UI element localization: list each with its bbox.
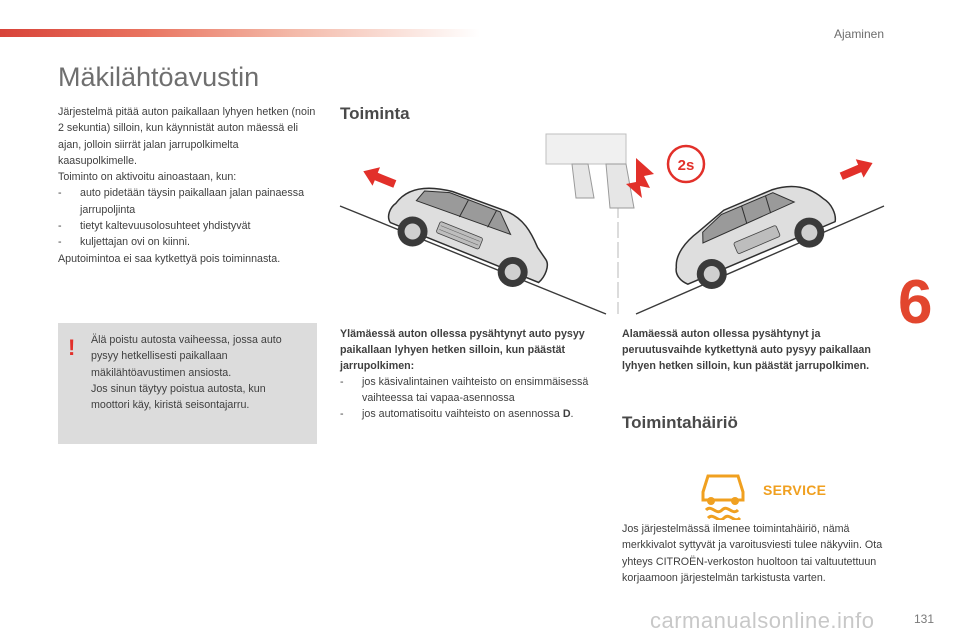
service-warning-label: SERVICE [763, 482, 827, 498]
hill-start-illustration [336, 128, 886, 318]
list-item: - jos käsivalintainen vaihteisto on ensimmäisessä vaihteessa tai vapaa-asennossa [340, 376, 589, 404]
stability-warning-icon [698, 470, 748, 520]
list-item: - tietyt kaltevuusolosuhteet yhdistyvät [58, 220, 251, 233]
fault-description: Jos järjestelmässä ilmenee toimintahäiriö, nämä merkkivalot syttyvät ja varoitusviesti tulee näkyviin. Ota yhteys CITROËN-verkoston huoltoon tai valtuutettuun korjaamoon järjestelmän tarkistusta varten. [622, 523, 883, 584]
intro-paragraph: Järjestelmä pitää auton paikallaan lyhyen hetken (noin 2 sekuntia) silloin, kun käynnistät auton mäessä eli ajan, jolloin siirrät jalan jarrupolkimelta kaasupolkimelle. [58, 106, 316, 167]
list-item: - auto pidetään täysin paikallaan jalan painaessa jarrupoljinta [58, 187, 305, 216]
warning-line-1: Älä poistu autosta vaiheessa, jossa auto pysyy hetkellisesti paikallaan mäkilähtöavustimen ansiosta. [91, 334, 282, 379]
downhill-description: Alamäessä auton ollessa pysähtynyt ja peruutusvaihde kytkettynä auto pysyy paikallaan lyhyen hetken silloin, kun päästät jarrupolkimen. [622, 328, 871, 372]
uphill-lead: Ylämäessä auton ollessa pysähtynyt auto pysyy paikallaan lyhyen hetken silloin, kun päästät jarrupolkimen: [340, 328, 585, 372]
timer-label: 2s [677, 157, 695, 174]
section-name: Ajaminen [833, 27, 884, 41]
operation-heading: Toiminta [340, 104, 410, 123]
warning-box [58, 323, 317, 444]
warning-icon: ! [68, 335, 76, 360]
uphill-description [340, 326, 605, 422]
fault-heading: Toimintahäiriö [622, 413, 738, 432]
conditions-lead: Toiminto on aktivoitu ainoastaan, kun: [58, 171, 237, 184]
list-item: - kuljettajan ovi on kiinni. [58, 236, 190, 249]
car-uphill-icon [380, 171, 561, 298]
page-number: 131 [913, 612, 934, 626]
arrow-back-icon [360, 162, 399, 193]
chapter-number: 6 [898, 268, 933, 337]
intro-text [58, 104, 320, 267]
arrow-forward-icon [837, 154, 876, 186]
watermark: carmanualsonline.info [650, 608, 875, 633]
header-accent-bar [0, 29, 480, 37]
intro-note: Aputoimintoa ei saa kytkettyä pois toiminnasta. [58, 252, 281, 265]
page-title: Mäkilähtöavustin [58, 62, 260, 92]
list-item: - jos automatisoitu vaihteisto on asennossa D. [340, 408, 574, 420]
brake-pedal-icon [546, 134, 634, 208]
warning-line-2: Jos sinun täytyy poistua autosta, kun moottori käy, kiristä seisontajarru. [91, 382, 266, 412]
car-downhill-icon [661, 171, 843, 300]
